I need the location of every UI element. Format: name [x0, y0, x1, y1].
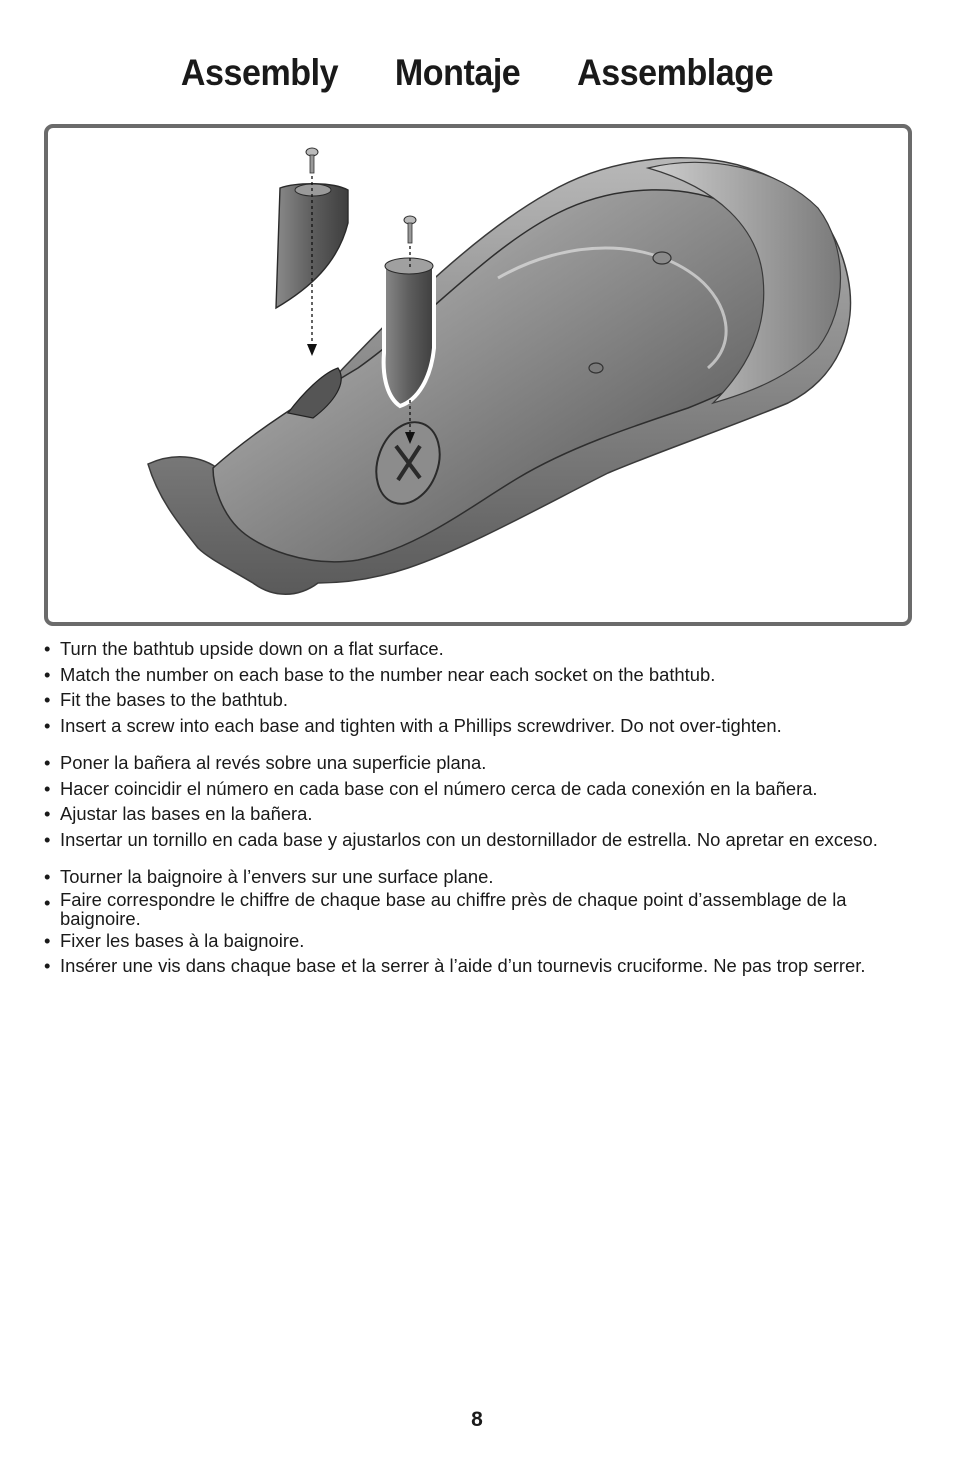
list-item: • Hacer coincidir el número en cada base con el número cerca de cada conexión en la bañera. — [44, 777, 818, 799]
socket-hole-upper — [653, 252, 671, 264]
bathtub-assembly-illustration — [48, 128, 908, 622]
title-english: Assembly — [180, 52, 339, 93]
page-titles — [38, 52, 916, 94]
instructions-spanish — [44, 750, 924, 852]
instructions-french — [44, 864, 924, 979]
screw-icon — [404, 216, 416, 243]
socket-hole-lower — [589, 363, 603, 373]
list-item: • Insérer une vis dans chaque base et la serrer à l’aide d’un tournevis cruciforme. Ne pas trop serrer. — [44, 955, 866, 976]
list-item: • Ajustar las bases en la bañera. — [44, 803, 313, 824]
title-french: Assemblage — [577, 52, 774, 93]
instructions-english — [44, 636, 924, 738]
list-item: • Turn the bathtub upside down on a flat surface. — [44, 638, 444, 659]
list-item: • Poner la bañera al revés sobre una superficie plana. — [44, 752, 487, 773]
page-number: 8 — [471, 1408, 483, 1431]
screw-icon — [306, 148, 318, 173]
list-item: • Fixer les bases à la baignoire. — [44, 929, 305, 951]
instructions-list — [44, 636, 924, 991]
assembly-figure — [44, 124, 912, 626]
list-item: • Faire correspondre le chiffre de chaque base au chiffre près de chaque point d’assemblage de la baignoire. — [44, 888, 847, 929]
list-item: • Insert a screw into each base and tighten with a Phillips screwdriver. Do not over-tighten. — [44, 714, 782, 736]
list-item: • Fit the bases to the bathtub. — [44, 689, 288, 710]
title-spanish: Montaje — [394, 52, 521, 93]
list-item: • Match the number on each base to the number near each socket on the bathtub. — [44, 663, 716, 685]
list-item: • Tourner la baignoire à l’envers sur une surface plane. — [44, 866, 494, 887]
list-item: • Insertar un tornillo en cada base y ajustarlos con un destornillador de estrella. No apretar en exceso. — [44, 828, 878, 850]
